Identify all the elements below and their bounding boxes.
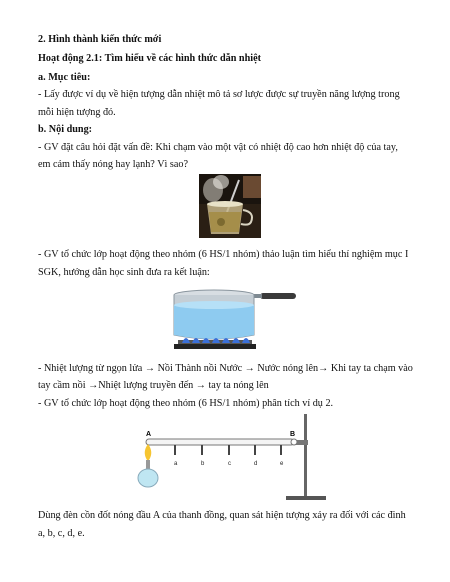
stand-pole bbox=[304, 414, 307, 498]
group-line2: SGK, hướng dẫn học sinh đưa ra kết luận: bbox=[38, 267, 210, 278]
question-line2: em cảm thấy nóng hay lạnh? Vì sao? bbox=[38, 159, 189, 170]
final-line1: Dùng đèn cồn đốt nóng đầu A của thanh đồng, quan sát hiện tượng xảy ra đối với các đinh bbox=[38, 510, 406, 521]
lamp-flame bbox=[145, 444, 152, 460]
end-a-label: A bbox=[146, 431, 152, 438]
pin-label-a: a bbox=[174, 461, 178, 467]
pot-handle bbox=[260, 293, 296, 299]
pin-label-b: b bbox=[201, 461, 205, 467]
copper-rod bbox=[146, 439, 294, 445]
pot-on-stove-illustration bbox=[160, 283, 298, 353]
flow-line2: tay cầm nồi →Nhiệt lượng truyền đến → tay ta nóng lên bbox=[38, 380, 269, 391]
alcohol-lamp bbox=[138, 469, 158, 487]
pin-label-d: d bbox=[254, 461, 258, 467]
final-line2: a, b, c, d, e. bbox=[38, 528, 85, 539]
pin-e bbox=[280, 445, 282, 455]
pin-c bbox=[228, 445, 230, 455]
goal-text-line2: mỗi hiện tượng đó. bbox=[38, 107, 116, 118]
pin-d bbox=[254, 445, 256, 455]
flow-line1: - Nhiệt lượng từ ngọn lửa → Nồi Thành nồi Nước → Nước nóng lên→ Khi tay ta chạm vào bbox=[38, 363, 413, 374]
stand-base bbox=[286, 496, 326, 500]
pin-a bbox=[174, 445, 176, 455]
copper-rod-diagram bbox=[134, 410, 334, 504]
pin-label-e: e bbox=[280, 461, 284, 467]
hot-tea-photo bbox=[199, 174, 261, 238]
pin-b bbox=[201, 445, 203, 455]
content-heading: b. Nội dung: bbox=[38, 124, 93, 135]
pin-label-c: c bbox=[228, 461, 231, 467]
goal-heading: a. Mục tiêu: bbox=[38, 72, 91, 83]
activity-title: Hoạt động 2.1: Tìm hiểu về các hình thức dẫn nhiệt bbox=[38, 53, 262, 64]
group2-line: - GV tổ chức lớp hoạt động theo nhóm (6 HS/1 nhóm) phân tích ví dụ 2. bbox=[38, 398, 334, 409]
section-heading: 2. Hình thành kiến thức mới bbox=[38, 34, 162, 45]
group-line1: - GV tổ chức lớp hoạt động theo nhóm (6 HS/1 nhóm) thảo luận tìm hiểu thí nghiệm mục I bbox=[38, 249, 409, 260]
end-b-label: B bbox=[290, 431, 296, 438]
question-line1: - GV đặt câu hỏi đặt vấn đề: Khi chạm vào một vật có nhiệt độ cao hơn nhiệt độ của tay, bbox=[38, 142, 398, 153]
goal-text-line1: - Lấy được ví dụ về hiện tượng dẫn nhiệt mô tả sơ lược được sự truyền năng lượng trong bbox=[38, 89, 400, 100]
